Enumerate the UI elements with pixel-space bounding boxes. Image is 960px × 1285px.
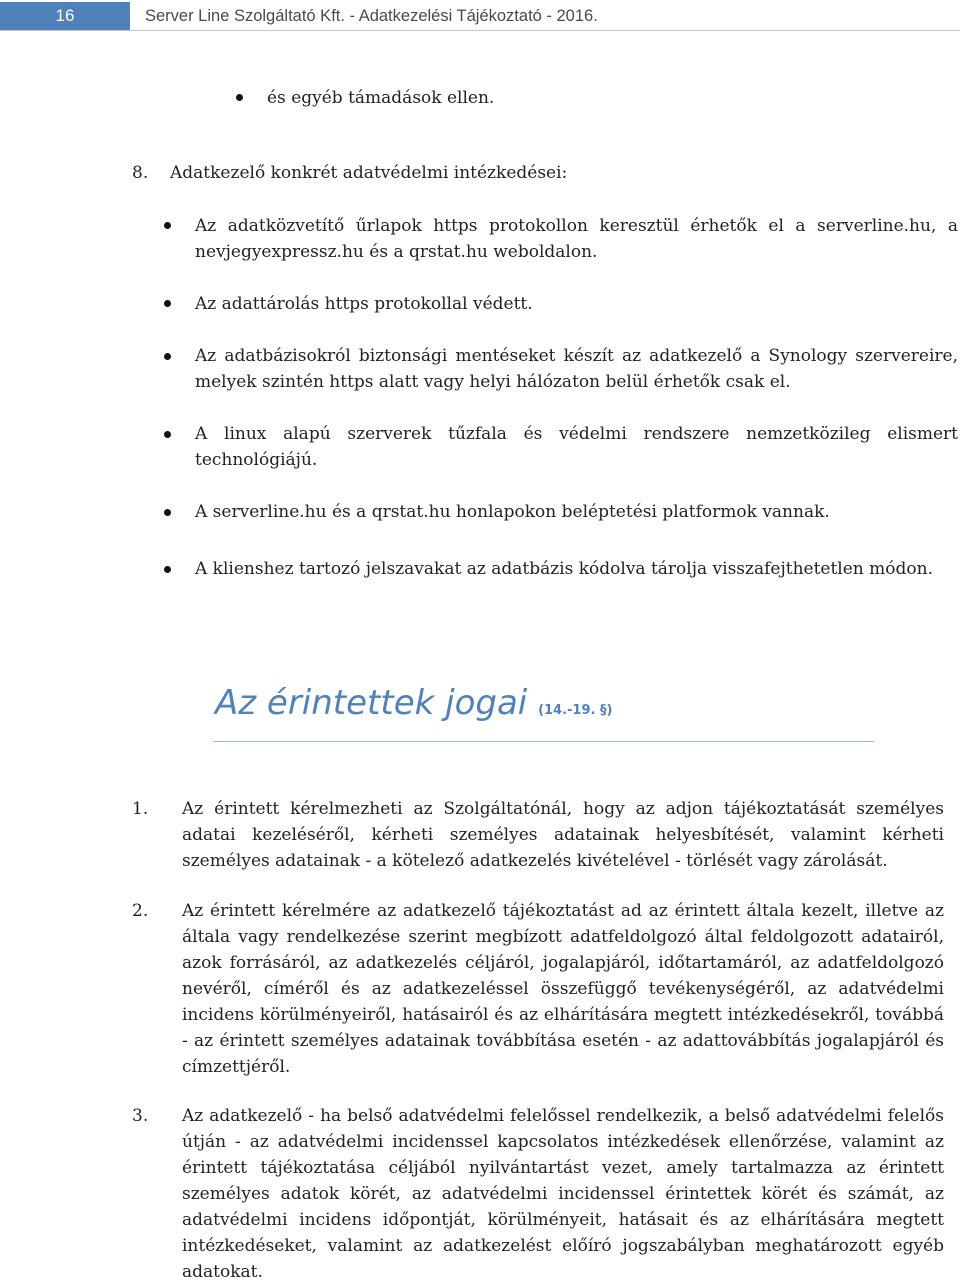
paragraph-text: Az érintett kérelmére az adatkezelő tájékoztatást ad az érintett általa kezelt, illetve az általa vagy rendelkezése szerint megbízott adatfeldolgozó által feldolgozott adatairól, azok forrásáról, az adatkezelés céljáról, jogalapjáról, időtartamáról, az adatfeldolgozó nevéről, címéről és az adatkezeléssel összefüggő tevékenységéről, az adatvédelmi incidens körülményeiről, hatásairól és az elhárítására megtett intézkedésekről, továbbá - az érintett személyes adatainak továbbítása esetén - az adattovábbítás jogalapjáról és címzettjéről. xyxy=(182,901,944,1077)
bullet-dot xyxy=(164,509,171,516)
bullet-dot xyxy=(164,222,171,229)
section-heading xyxy=(215,680,612,734)
list-item: A linux alapú szerverek tűzfala és védelmi rendszere nemzetközileg elismert technológiájú. xyxy=(195,424,958,470)
paragraph-number: 2. xyxy=(132,901,149,921)
paragraph-number: 1. xyxy=(132,799,149,819)
bullet-dot xyxy=(164,300,171,307)
bullet-dot xyxy=(236,94,243,101)
bullet-dot xyxy=(164,431,171,438)
paragraph-text: Az érintett kérelmezheti az Szolgáltatónál, hogy az adjon tájékoztatását személyes adatai kezeléséről, kérheti személyes adatainak helyesbítését, valamint kérheti személyes adatainak - a kötelező adatkezelés kivételével - törlését vagy zárolását. xyxy=(182,799,944,871)
page-header xyxy=(0,0,960,31)
page-number: 16 xyxy=(0,2,130,30)
heading-divider xyxy=(213,741,874,742)
heading-reference: (14.-19. §) xyxy=(538,703,613,718)
list-item: Az adatbázisokról biztonsági mentéseket készít az adatkezelő a Synology szervereire, melyek szintén https alatt vagy helyi hálózaton belül érhetők csak el. xyxy=(195,346,958,392)
bullet-dot xyxy=(164,353,171,360)
paragraph-number: 3. xyxy=(132,1106,149,1126)
list-item: Az adattárolás https protokollal védett. xyxy=(195,294,533,314)
header-title: Server Line Szolgáltató Kft. - Adatkezelési Tájékoztató - 2016. xyxy=(145,7,598,25)
list-item: Az adatközvetítő űrlapok https protokollon keresztül érhetők el a serverline.hu, a nevjegyexpressz.hu és a qrstat.hu weboldalon. xyxy=(195,216,958,262)
list-item: A serverline.hu és a qrstat.hu honlapokon beléptetési platformok vannak. xyxy=(195,502,830,522)
paragraph-text: Az adatkezelő - ha belső adatvédelmi felelőssel rendelkezik, a belső adatvédelmi felelős útján - az adatvédelmi incidenssel kapcsolatos intézkedések ellenőrzése, valamint az érintett tájékoztatása céljából nyilvántartást vezet, amely tartalmazza az érintett személyes adatok körét, az adatvédelmi incidenssel érintettek körét és számát, az adatvédelmi incidens időpontját, körülményeit, hatásait és az elhárítására megtett intézkedéseket, valamint az adatkezelést előíró jogszabályban meghatározott egyéb adatokat. xyxy=(182,1106,944,1282)
section-number: 8. xyxy=(132,163,149,183)
heading-title: Az érintettek jogai xyxy=(215,683,528,723)
section-title: Adatkezelő konkrét adatvédelmi intézkedései: xyxy=(170,163,568,183)
bullet-dot xyxy=(164,566,171,573)
top-bullet-text: és egyéb támadások ellen. xyxy=(267,88,495,108)
list-item: A klienshez tartozó jelszavakat az adatbázis kódolva tárolja visszafejthetetlen módon. xyxy=(195,559,933,579)
